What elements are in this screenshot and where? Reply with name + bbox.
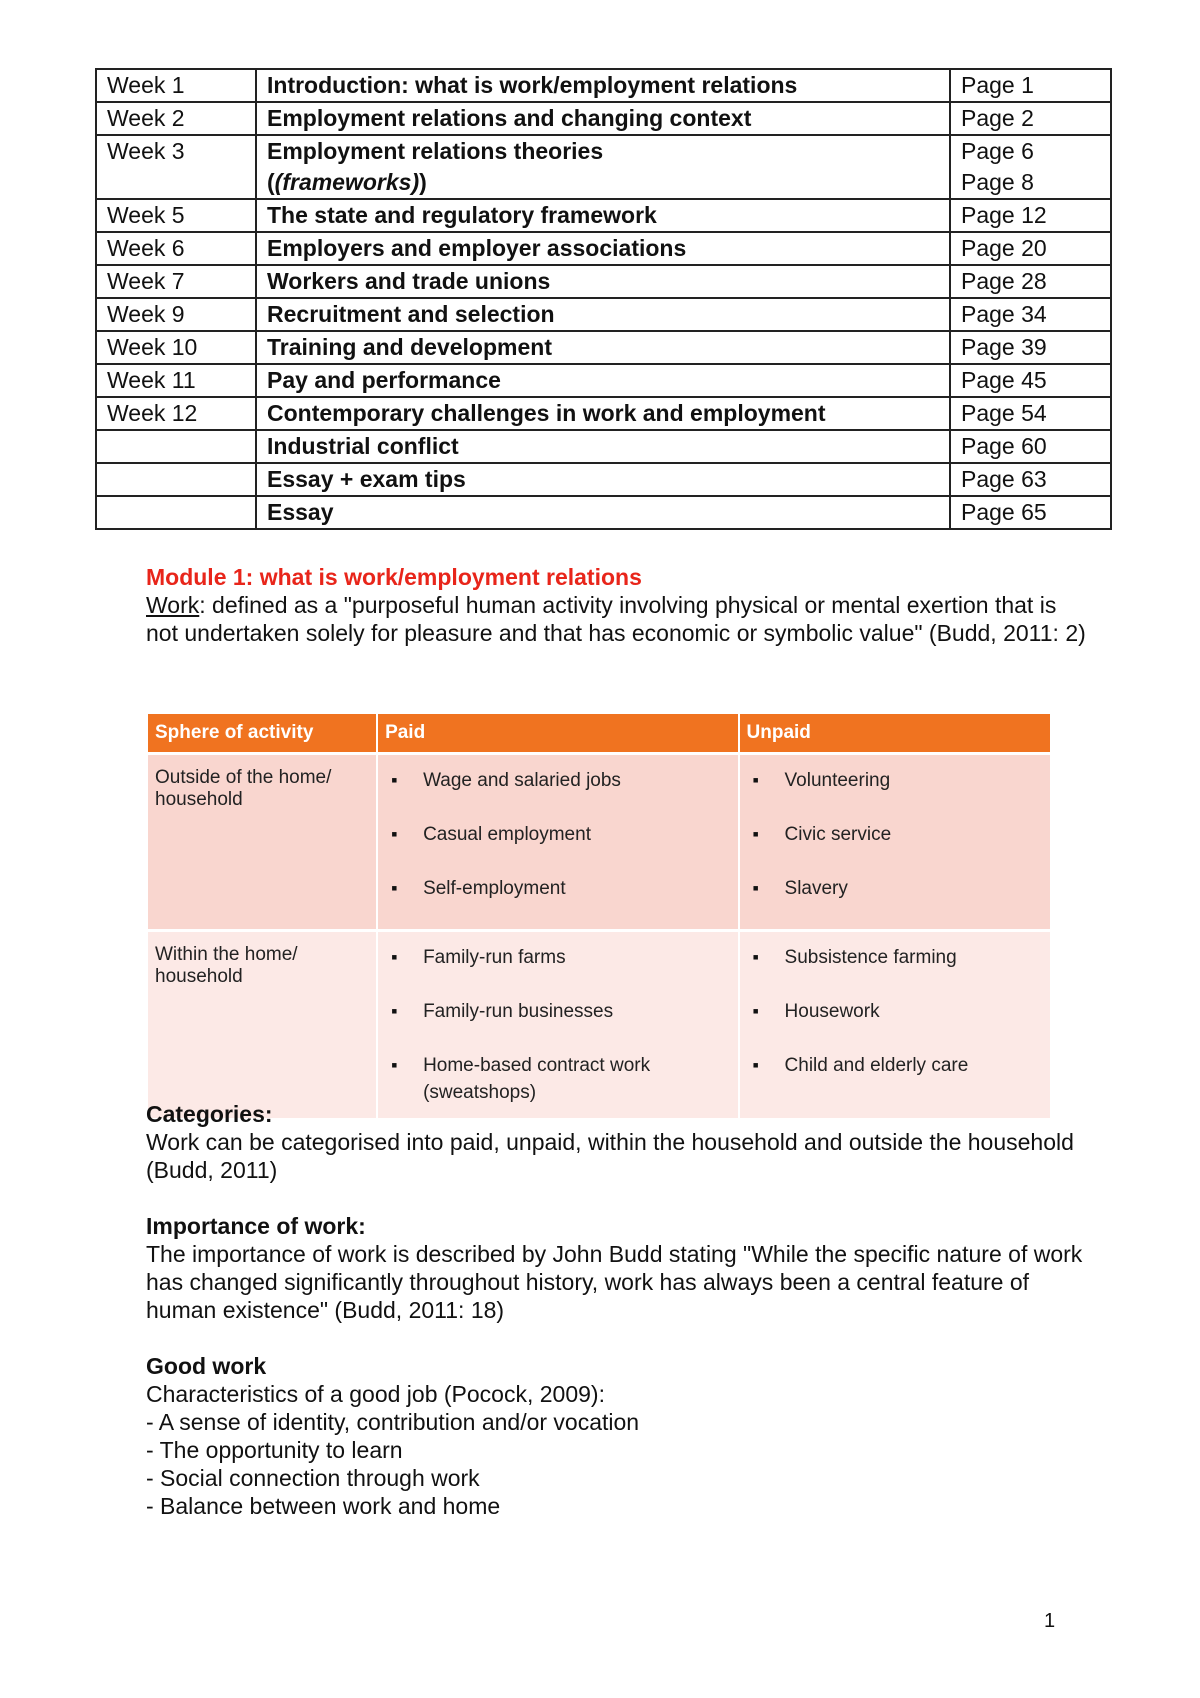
toc-row	[96, 102, 1111, 135]
toc-week: Week 7	[96, 265, 256, 298]
list-item: ▪ Civic service	[753, 821, 1043, 848]
list-item: ▪ Family-run farms	[391, 944, 730, 971]
toc-week: Week 6	[96, 232, 256, 265]
toc-page-line2: Page 8	[961, 169, 1034, 195]
toc-page: Page 2	[950, 102, 1111, 135]
toc-page: Page 39	[950, 331, 1111, 364]
work-definition-text: : defined as a "purposeful human activity involving physical or mental exertion that is not undertaken solely for pleasure and that has economic or symbolic value" (Budd, 2011: 2)	[146, 592, 1086, 646]
list-item: ▪ Home-based contract work (sweatshops)	[391, 1052, 730, 1106]
list-item: ▪ Self-employment	[391, 875, 730, 902]
paid-list	[385, 944, 730, 1106]
toc-page: Page 54	[950, 397, 1111, 430]
toc-title: Contemporary challenges in work and employment	[256, 397, 950, 430]
categories-heading: Categories:	[146, 1101, 273, 1127]
toc-row	[96, 232, 1111, 265]
unpaid-cell	[740, 929, 1050, 1118]
categories-text: Work can be categorised into paid, unpaid, within the household and outside the household (Budd, 2011)	[146, 1129, 1074, 1183]
module-heading: Module 1: what is work/employment relations	[146, 564, 642, 590]
list-item: ▪ Child and elderly care	[753, 1052, 1043, 1079]
page-number: 1	[1044, 1610, 1056, 1632]
toc-week: Week 12	[96, 397, 256, 430]
paid-cell	[378, 755, 737, 929]
toc-page-cell	[950, 135, 1111, 199]
toc-row	[96, 265, 1111, 298]
toc-week: Week 3	[96, 135, 256, 199]
toc-title: Recruitment and selection	[256, 298, 950, 331]
toc-title-cell	[256, 135, 950, 199]
toc-week	[96, 430, 256, 463]
toc-title: Pay and performance	[256, 364, 950, 397]
toc-week	[96, 496, 256, 529]
toc-page: Page 20	[950, 232, 1111, 265]
toc-row	[96, 397, 1111, 430]
list-item: ▪ Volunteering	[753, 767, 1043, 794]
toc-title: Industrial conflict	[256, 430, 950, 463]
toc-row	[96, 135, 1111, 199]
toc-week: Week 5	[96, 199, 256, 232]
toc-row	[96, 430, 1111, 463]
sphere-of-activity-table	[146, 714, 1052, 1118]
toc-title: Introduction: what is work/employment relations	[256, 69, 950, 102]
toc-week: Week 1	[96, 69, 256, 102]
notes-section	[146, 1100, 1096, 1520]
toc-row	[96, 331, 1111, 364]
paid-list	[385, 767, 730, 902]
work-term: Work	[146, 592, 200, 618]
toc-page: Page 28	[950, 265, 1111, 298]
header-unpaid: Unpaid	[740, 714, 1050, 755]
toc-page: Page 12	[950, 199, 1111, 232]
toc-row	[96, 298, 1111, 331]
work-definition	[146, 591, 1086, 647]
toc-page: Page 65	[950, 496, 1111, 529]
good-work-item: - Balance between work and home	[146, 1493, 501, 1519]
good-work-item: - Social connection through work	[146, 1465, 480, 1491]
toc-page: Page 63	[950, 463, 1111, 496]
header-paid: Paid	[378, 714, 737, 755]
toc-week: Week 11	[96, 364, 256, 397]
toc-page: Page 60	[950, 430, 1111, 463]
contents-table	[95, 68, 1112, 530]
toc-title: The state and regulatory framework	[256, 199, 950, 232]
sphere-label: Outside of the home/ household	[148, 755, 376, 929]
toc-title: Employers and employer associations	[256, 232, 950, 265]
list-item: ▪ Housework	[753, 998, 1043, 1025]
list-item: ▪ Wage and salaried jobs	[391, 767, 730, 794]
toc-title: Training and development	[256, 331, 950, 364]
toc-row	[96, 69, 1111, 102]
paid-cell	[378, 929, 737, 1118]
toc-page: Page 34	[950, 298, 1111, 331]
toc-week: Week 9	[96, 298, 256, 331]
toc-title-line2: ((frameworks))	[267, 169, 427, 195]
list-item: ▪ Casual employment	[391, 821, 730, 848]
good-work-item: - A sense of identity, contribution and/or vocation	[146, 1409, 640, 1435]
toc-title: Essay + exam tips	[256, 463, 950, 496]
toc-page: Page 6	[961, 138, 1034, 164]
toc-week	[96, 463, 256, 496]
unpaid-list	[747, 767, 1043, 902]
toc-week: Week 2	[96, 102, 256, 135]
header-sphere: Sphere of activity	[148, 714, 376, 755]
toc-row	[96, 463, 1111, 496]
importance-heading: Importance of work:	[146, 1213, 366, 1239]
sphere-label: Within the home/ household	[148, 929, 376, 1118]
importance-text: The importance of work is described by John Budd stating "While the specific nature of work has changed significantly throughout history, work has always been a central feature of human existence" (Budd, 2011: 18)	[146, 1241, 1083, 1323]
module-section	[146, 563, 1086, 647]
sphere-row-outside	[148, 755, 1050, 929]
list-item: ▪ Slavery	[753, 875, 1043, 902]
sphere-header-row	[148, 714, 1050, 755]
toc-title-italic: (frameworks)	[274, 169, 420, 195]
toc-title: Workers and trade unions	[256, 265, 950, 298]
toc-row	[96, 199, 1111, 232]
unpaid-list	[747, 944, 1043, 1079]
toc-title: Employment relations and changing context	[256, 102, 950, 135]
good-work-item: - The opportunity to learn	[146, 1437, 403, 1463]
list-item: ▪ Subsistence farming	[753, 944, 1043, 971]
good-work-intro: Characteristics of a good job (Pocock, 2009):	[146, 1381, 605, 1407]
list-item: ▪ Family-run businesses	[391, 998, 730, 1025]
toc-row	[96, 364, 1111, 397]
toc-title: Essay	[256, 496, 950, 529]
toc-page: Page 45	[950, 364, 1111, 397]
good-work-heading: Good work	[146, 1353, 267, 1379]
sphere-row-within	[148, 929, 1050, 1118]
toc-week: Week 10	[96, 331, 256, 364]
toc-page: Page 1	[950, 69, 1111, 102]
toc-row	[96, 496, 1111, 529]
unpaid-cell	[740, 755, 1050, 929]
toc-title: Employment relations theories	[267, 138, 604, 164]
